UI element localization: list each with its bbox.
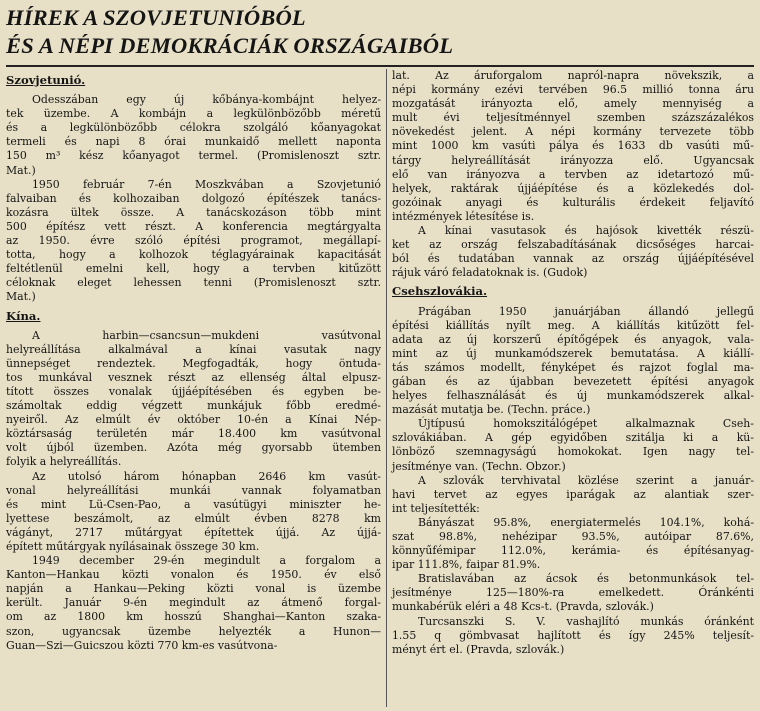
text-line: elő van irányozva a tervben az idetartozó mű- xyxy=(392,167,754,181)
text-line: 1.55 q gömbvasat hajlított és így 245% teljesít- xyxy=(392,628,754,642)
text-line: adata az új korszerű építőgépek és anyagok, vala- xyxy=(392,332,754,346)
section-heading-right-1: Csehszlovákia. xyxy=(392,284,488,299)
text-line: mint az új munkamódszerek bemutatása. A kiállí- xyxy=(392,346,754,360)
text-line: mozgatását irányozta elő, amely mennyiség a xyxy=(392,97,754,111)
text-line: köztársaság területén már 18.400 km vasútvonal xyxy=(6,427,381,441)
text-line: tárgy helyreállítását irányozza elő. Ugyancsak xyxy=(392,153,754,167)
text-line: folyik a helyreállítás. xyxy=(6,455,122,469)
text-line: az 1950. évre szóló építési programot, megállapí- xyxy=(6,234,381,248)
text-line: jesítménye 125—180%-ra emelkedett. Óránkénti xyxy=(392,586,754,600)
headline-line-1: HÍREK A SZOVJETUNIÓBÓL xyxy=(6,5,306,30)
section-heading-left-1: Kína. xyxy=(6,308,41,323)
left-column xyxy=(6,69,381,653)
text-line: Kanton—Hankau közti vonalon és 1950. év első xyxy=(6,568,381,582)
text-line: Mat.) xyxy=(6,290,36,304)
article-paragraph xyxy=(6,329,381,470)
text-line: helyreállítása alkalmával a kínai vasutak nagy xyxy=(6,342,381,356)
text-line: 1949 december 29-én megindult a forgalom a xyxy=(32,554,381,568)
text-line: tos munkával vesznek részt az ellenség által elpusz- xyxy=(6,370,381,384)
text-line: tás számos modellt, fényképet és rajzot foglal ma- xyxy=(392,360,754,374)
text-line: helyek, raktárak újjáépítése és a közlekedés dol- xyxy=(392,181,754,195)
text-line: építési kiállítás nyílt meg. A kiállítás kitűzött fel- xyxy=(392,318,754,332)
text-line: Odesszában egy új kőbánya-kombájnt helyez- xyxy=(32,93,381,107)
text-line: Mat.) xyxy=(6,163,36,177)
article-paragraph xyxy=(392,69,754,224)
text-line: 1950 február 7-én Moszkvában a Szovjetunió xyxy=(32,177,381,191)
text-line: nyeiről. Az elmúlt év október 10-én a Kínai Nép- xyxy=(6,413,381,427)
headline-rule xyxy=(6,65,754,67)
article-paragraph xyxy=(392,224,754,280)
text-line: könnyűfémipar 112.0%, kerámia- és építésanyag- xyxy=(392,544,754,558)
text-line: jesítménye van. (Techn. Obzor.) xyxy=(392,459,566,473)
text-line: és a legkülönbözőbb célokra szolgáló kőanyagokat xyxy=(6,121,381,135)
text-line: került. Január 9-én megindult az átmenő forgal- xyxy=(6,596,381,610)
headline-line-2: ÉS A NÉPI DEMOKRÁCIÁK ORSZÁGAIBÓL xyxy=(6,33,454,58)
text-line: vágányt, 2717 műtárgyat építettek újjá. Az újjá- xyxy=(6,525,381,539)
text-line: volt újból üzemben. Azóta még gyorsabb ütemben xyxy=(6,441,381,455)
text-line: ból és tudatában vannak az ország újjáépítésével xyxy=(392,252,754,266)
text-line: A kínai vasutasok és hajósok kivették részü- xyxy=(418,224,754,238)
article-paragraph xyxy=(6,470,381,555)
text-line: Guan—Szi—Guicszou közti 770 km-es vasútvona- xyxy=(6,638,278,652)
text-line: A harbin—csancsun—mukdeni vasútvonal xyxy=(32,328,381,342)
text-line: mazását mutatja be. (Techn. práce.) xyxy=(392,403,591,417)
text-line: szon, ugyancsak üzembe helyezték a Hunon— xyxy=(6,624,381,638)
article-paragraph xyxy=(6,178,381,305)
text-line: és mint Lü-Csen-Pao, a vasútügyi miniszter he- xyxy=(6,497,381,511)
text-line: Turcsanszki S. V. vashajlító munkás óránként xyxy=(418,614,754,628)
text-line: szat 98.8%, nehézipar 93.5%, autóipar 87.6%, xyxy=(392,530,754,543)
text-line: mult évi teljesítménnyel szemben százszázalékos xyxy=(392,111,754,125)
text-line: ünnepséget rendeztek. Megfogadták, hogy öntuda- xyxy=(6,356,381,370)
text-line: Bányászat 95.8%, energiatermelés 104.1%, kohá- xyxy=(418,515,754,529)
text-line: intézmények létesítése is. xyxy=(392,209,535,223)
section-heading-left-0: Szovjetunió. xyxy=(6,73,86,87)
text-line: helyes felhasználását és új munkamódszerek alkal- xyxy=(392,389,754,403)
text-line: Az utolsó három hónapban 2646 km vasút- xyxy=(32,469,381,483)
article-paragraph xyxy=(392,516,754,572)
text-line: munkabérük eléri a 48 Kcs-t. (Pravda, szlovák.) xyxy=(392,600,654,614)
text-line: om az 1800 km hosszú Shanghai—Kanton szaka- xyxy=(6,610,381,624)
text-line: 500 építész vett részt. A konferencia megtárgyalta xyxy=(6,219,381,233)
text-line: vonal helyreállítási munkái vannak folyamatban xyxy=(6,483,381,497)
text-line: gában és az újabban bevezetett építési anyagok xyxy=(392,374,754,388)
article-paragraph xyxy=(392,572,754,614)
article-paragraph xyxy=(6,93,381,178)
text-line: ket az ország felszabadításának dicsőséges harcai- xyxy=(392,238,754,252)
article-paragraph xyxy=(392,474,754,516)
text-line: 150 m³ kész kőanyagot termel. (Promislenoszt sztr. xyxy=(6,149,381,163)
text-line: havi tervet az egyes iparágak az alantiak szer- xyxy=(392,487,754,501)
text-line: int teljesítették: xyxy=(392,501,480,515)
text-line: tek üzembe. A kombájn a legkülönbözőbb méretű xyxy=(6,107,381,121)
article-paragraph xyxy=(392,417,754,473)
text-line: épített műtárgyak nyílásainak összege 30 km. xyxy=(6,540,260,553)
text-line: népi kormány ezévi tervében 96.5 millió tonna áru xyxy=(392,83,754,97)
text-line: ményt ért el. (Pravda, szlovák.) xyxy=(392,642,565,656)
text-line: Újtípusú homokszitálógépet alkalmaznak Cseh- xyxy=(418,417,754,431)
article-paragraph xyxy=(392,305,754,418)
text-line: gozóinak anyagi és kulturális érdekeit feljavító xyxy=(392,195,754,209)
text-line: növekedést jelent. A népi kormány tervezete több xyxy=(392,125,754,139)
text-line: rájuk váró feladatoknak is. (Gudok) xyxy=(392,266,588,280)
text-line: termeli és napi 8 órai munkaidő mellett naponta xyxy=(6,135,381,149)
article-paragraph xyxy=(6,554,381,653)
column-divider xyxy=(386,69,387,707)
text-line: céloknak eleget lehessen tenni (Promislenoszt sztr. xyxy=(6,276,381,290)
text-line: Bratislavában az ácsok és betonmunkások tel- xyxy=(418,572,754,586)
right-column xyxy=(392,69,754,657)
text-line: lyettese beszámolt, az elmúlt évben 8278 km xyxy=(6,511,381,525)
text-line: A szlovák tervhivatal közlése szerint a január- xyxy=(418,473,754,487)
text-line: ipar 111.8%, faipar 81.9%. xyxy=(392,558,541,572)
text-line: falvaiban és kolhozaiban dolgozó építészek tanács- xyxy=(6,191,381,205)
text-line: Prágában 1950 januárjában állandó jellegű xyxy=(418,304,754,318)
text-line: lönböző szemnagyságú homokokat. Igen nagy tel- xyxy=(392,445,754,459)
text-line: totta, hogy a kolhozok téglagyárainak kapacitását xyxy=(6,248,381,262)
text-line: lat. Az áruforgalom napról-napra növekszik, a xyxy=(392,69,754,82)
text-line: tított összes vonalak újjáépítésében és egyben be- xyxy=(6,384,381,398)
article-paragraph xyxy=(392,615,754,657)
text-line: napján a Hankau—Peking közti vonal is üzembe xyxy=(6,582,381,596)
text-line: feltétlenül emelni kell, hogy a tervben kitűzött xyxy=(6,262,381,276)
text-line: mint 1000 km vasúti pálya és 1633 db vasúti mű- xyxy=(392,139,754,153)
text-line: szlovákiában. A gép egyidőben szitálja ki a kü- xyxy=(392,431,754,445)
text-line: kozásra ültek össze. A tanácskozáson több mint xyxy=(6,205,381,219)
text-line: számoltak eddig végzett munkájuk főbb eredmé- xyxy=(6,399,381,413)
